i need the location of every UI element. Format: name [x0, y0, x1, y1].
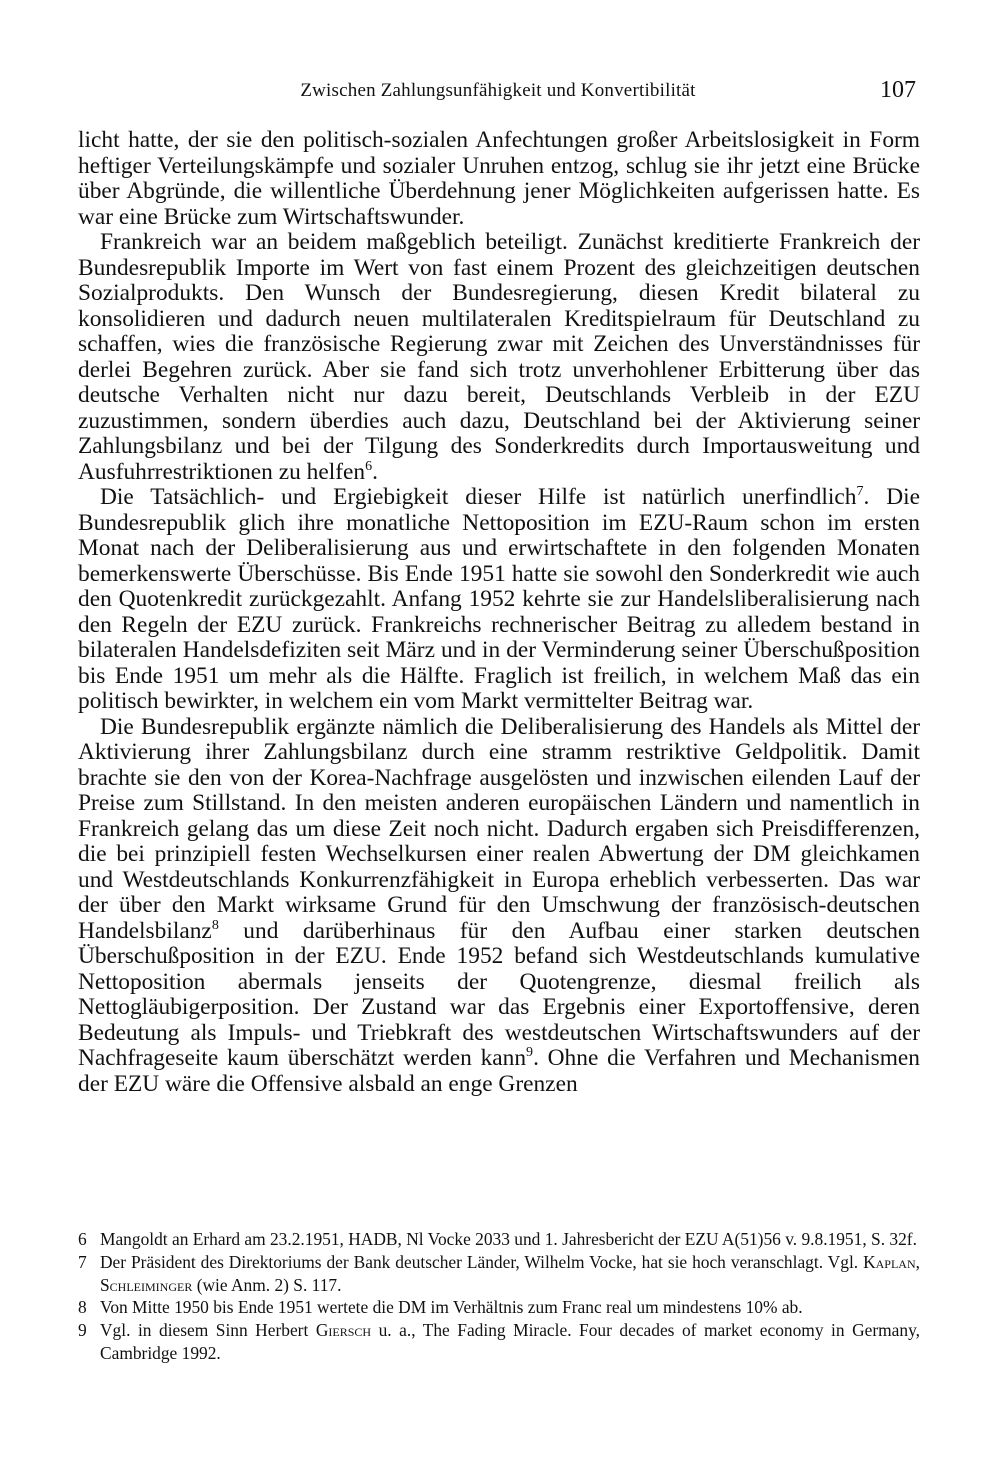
paragraph-text: licht hatte, der sie den politisch-sozialen Anfechtungen großer Arbeitslosigkeit in Form heftiger Verteilungskämpfe und sozialer Unruhen entzog, schlug sie ihr jetzt eine Brücke über Abgründe, die willentliche Überdehnung jener Möglichkeiten aufgerissen hatte. Es war eine Brücke zum Wirtschaftswunder. [78, 127, 920, 230]
body-text [78, 128, 920, 1097]
footnote-text-tail: (wie Anm. 2) S. 117. [192, 1274, 342, 1295]
footnote-ref-7[interactable]: 7 [856, 483, 864, 500]
paragraph-text-tail: . [372, 458, 378, 485]
footnote-8 [78, 1296, 920, 1319]
paragraph-text-tail-2: . Ohne die Verfahren und Mechanismen der EZU wäre die Offensive alsbald an enge Grenzen [78, 1045, 920, 1097]
footnote-9 [78, 1319, 920, 1365]
paragraph-3 [78, 485, 920, 715]
footnote-text: Der Präsident des Direktoriums der Bank deutscher Länder, Wilhelm Vocke, hat sie hoch veranschlagt. Vgl. [100, 1251, 864, 1272]
footnote-author: Kaplan, Schleiminger [100, 1251, 920, 1295]
running-title: Zwischen Zahlungsunfähigkeit und Konvertibilität [300, 80, 696, 101]
page-header [78, 77, 918, 114]
footnote-text: Vgl. in diesem Sinn Herbert [100, 1320, 316, 1341]
paragraph-text: Frankreich war an beidem maßgeblich beteiligt. Zunächst kreditierte Frankreich der Bundesrepublik Importe im Wert von fast einem Prozent des gleichzeitigen deutschen Sozialprodukts. Den Wunsch der Bundesregierung, diesen Kredit bilateral zu konsolidieren und dadurch neuen multilateralen Kreditspielraum für Deutschland zu schaffen, wies die französische Regierung zwar mit Zeichen des Unverständnisses für derlei Begehren zurück. Aber sie fand sich trotz unverhohlener Erbitterung über das deutsche Verhalten nicht nur dazu bereit, Deutschlands Verbleib in der EZU zuzustimmen, sondern überdies auch dazu, Deutschland bei der Aktivierung seiner Zahlungsbilanz und bei der Tilgung des Sonderkredits durch Importausweitung und Ausfuhrrestriktionen zu helfen [78, 229, 920, 485]
footnote-number: 6 [78, 1229, 87, 1249]
footnote-ref-9[interactable]: 9 [526, 1044, 534, 1061]
paragraph-text-tail: und darüberhinaus für den Aufbau einer starken deutschen Überschußposition in der EZU. Ende 1952 befand sich Westdeutschlands kumulative Nettoposition abermals jenseits der Quotengrenze, diesmal freilich als Nettogläubigerposition. Der Zustand war das Ergebnis einer Exportoffensive, deren Bedeutung als Impuls- und Triebkraft des westdeutschen Wirtschaftswunders auf der Nachfrageseite kaum überschätzt werden kann [78, 917, 920, 1071]
footnotes [78, 1228, 920, 1365]
footnote-number: 7 [78, 1251, 87, 1272]
paragraph-text-tail: . Die Bundesrepublik glich ihre monatliche Nettoposition im EZU-Raum schon im ersten Monat nach der Deliberalisierung aus und erwirtschaftete in den folgenden Monaten bemerkenswerte Überschüsse. Bis Ende 1951 hatte sie sowohl den Sonderkredit wie auch den Quotenkredit zurückgezahlt. Anfang 1952 kehrte sie zur Handelsliberalisierung nach den Regeln der EZU zurück. Frankreichs rechnerischer Beitrag zu alledem bestand in bilateralen Handelsdefiziten seit März und in der Verminderung seiner Überschußposition bis Ende 1951 um mehr als die Hälfte. Fraglich ist freilich, in welchem Maß das ein politisch bewirkter, in welchem ein vom Markt vermittelter Beitrag war. [78, 484, 920, 714]
paragraph-2 [78, 230, 920, 485]
paragraph-text: Die Bundesrepublik ergänzte nämlich die Deliberalisierung des Handels als Mittel der Aktivierung ihrer Zahlungsbilanz durch eine stramm restriktive Geldpolitik. Damit brachte sie den von der Korea-Nachfrage ausgelösten und inzwischen eilenden Lauf der Preise zum Stillstand. In den meisten anderen europäischen Ländern und namentlich in Frankreich gelang das um diese Zeit noch nicht. Dadurch ergaben sich Preisdifferenzen, die bei prinzipiell festen Wechselkursen einer realen Abwertung der DM gleichkamen und Westdeutschlands Konkurrenzfähigkeit in Europa erheblich verbesserten. Das war der über den Markt wirksame Grund für den Umschwung der französisch-deutschen Handelsbilanz [78, 713, 920, 944]
footnote-7 [78, 1251, 920, 1297]
footnote-6 [78, 1228, 920, 1251]
footnote-ref-8[interactable]: 8 [211, 916, 219, 933]
paragraph-text: Die Tatsächlich- und Ergiebigkeit dieser Hilfe ist natürlich unerfindlich [100, 484, 857, 510]
footnote-number: 8 [78, 1297, 87, 1318]
paragraph-1 [78, 128, 920, 230]
paragraph-4 [78, 715, 920, 1098]
footnote-text: Mangoldt an Erhard am 23.2.1951, HADB, Nl Vocke 2033 und 1. Jahresbericht der EZU A(51)56 v. 9.8.1951, S. 32f. [100, 1229, 917, 1249]
footnote-ref-6[interactable]: 6 [365, 457, 373, 474]
footnote-text: Von Mitte 1950 bis Ende 1951 wertete die DM im Verhältnis zum Franc real um mindestens 10% ab. [100, 1297, 803, 1318]
footnote-author: Giersch [315, 1320, 372, 1341]
page-number: 107 [880, 77, 916, 103]
footnote-text-tail: u. a., The Fading Miracle. Four decades of market economy in Germany, Cambridge 1992. [100, 1320, 920, 1363]
footnote-number: 9 [78, 1320, 87, 1341]
